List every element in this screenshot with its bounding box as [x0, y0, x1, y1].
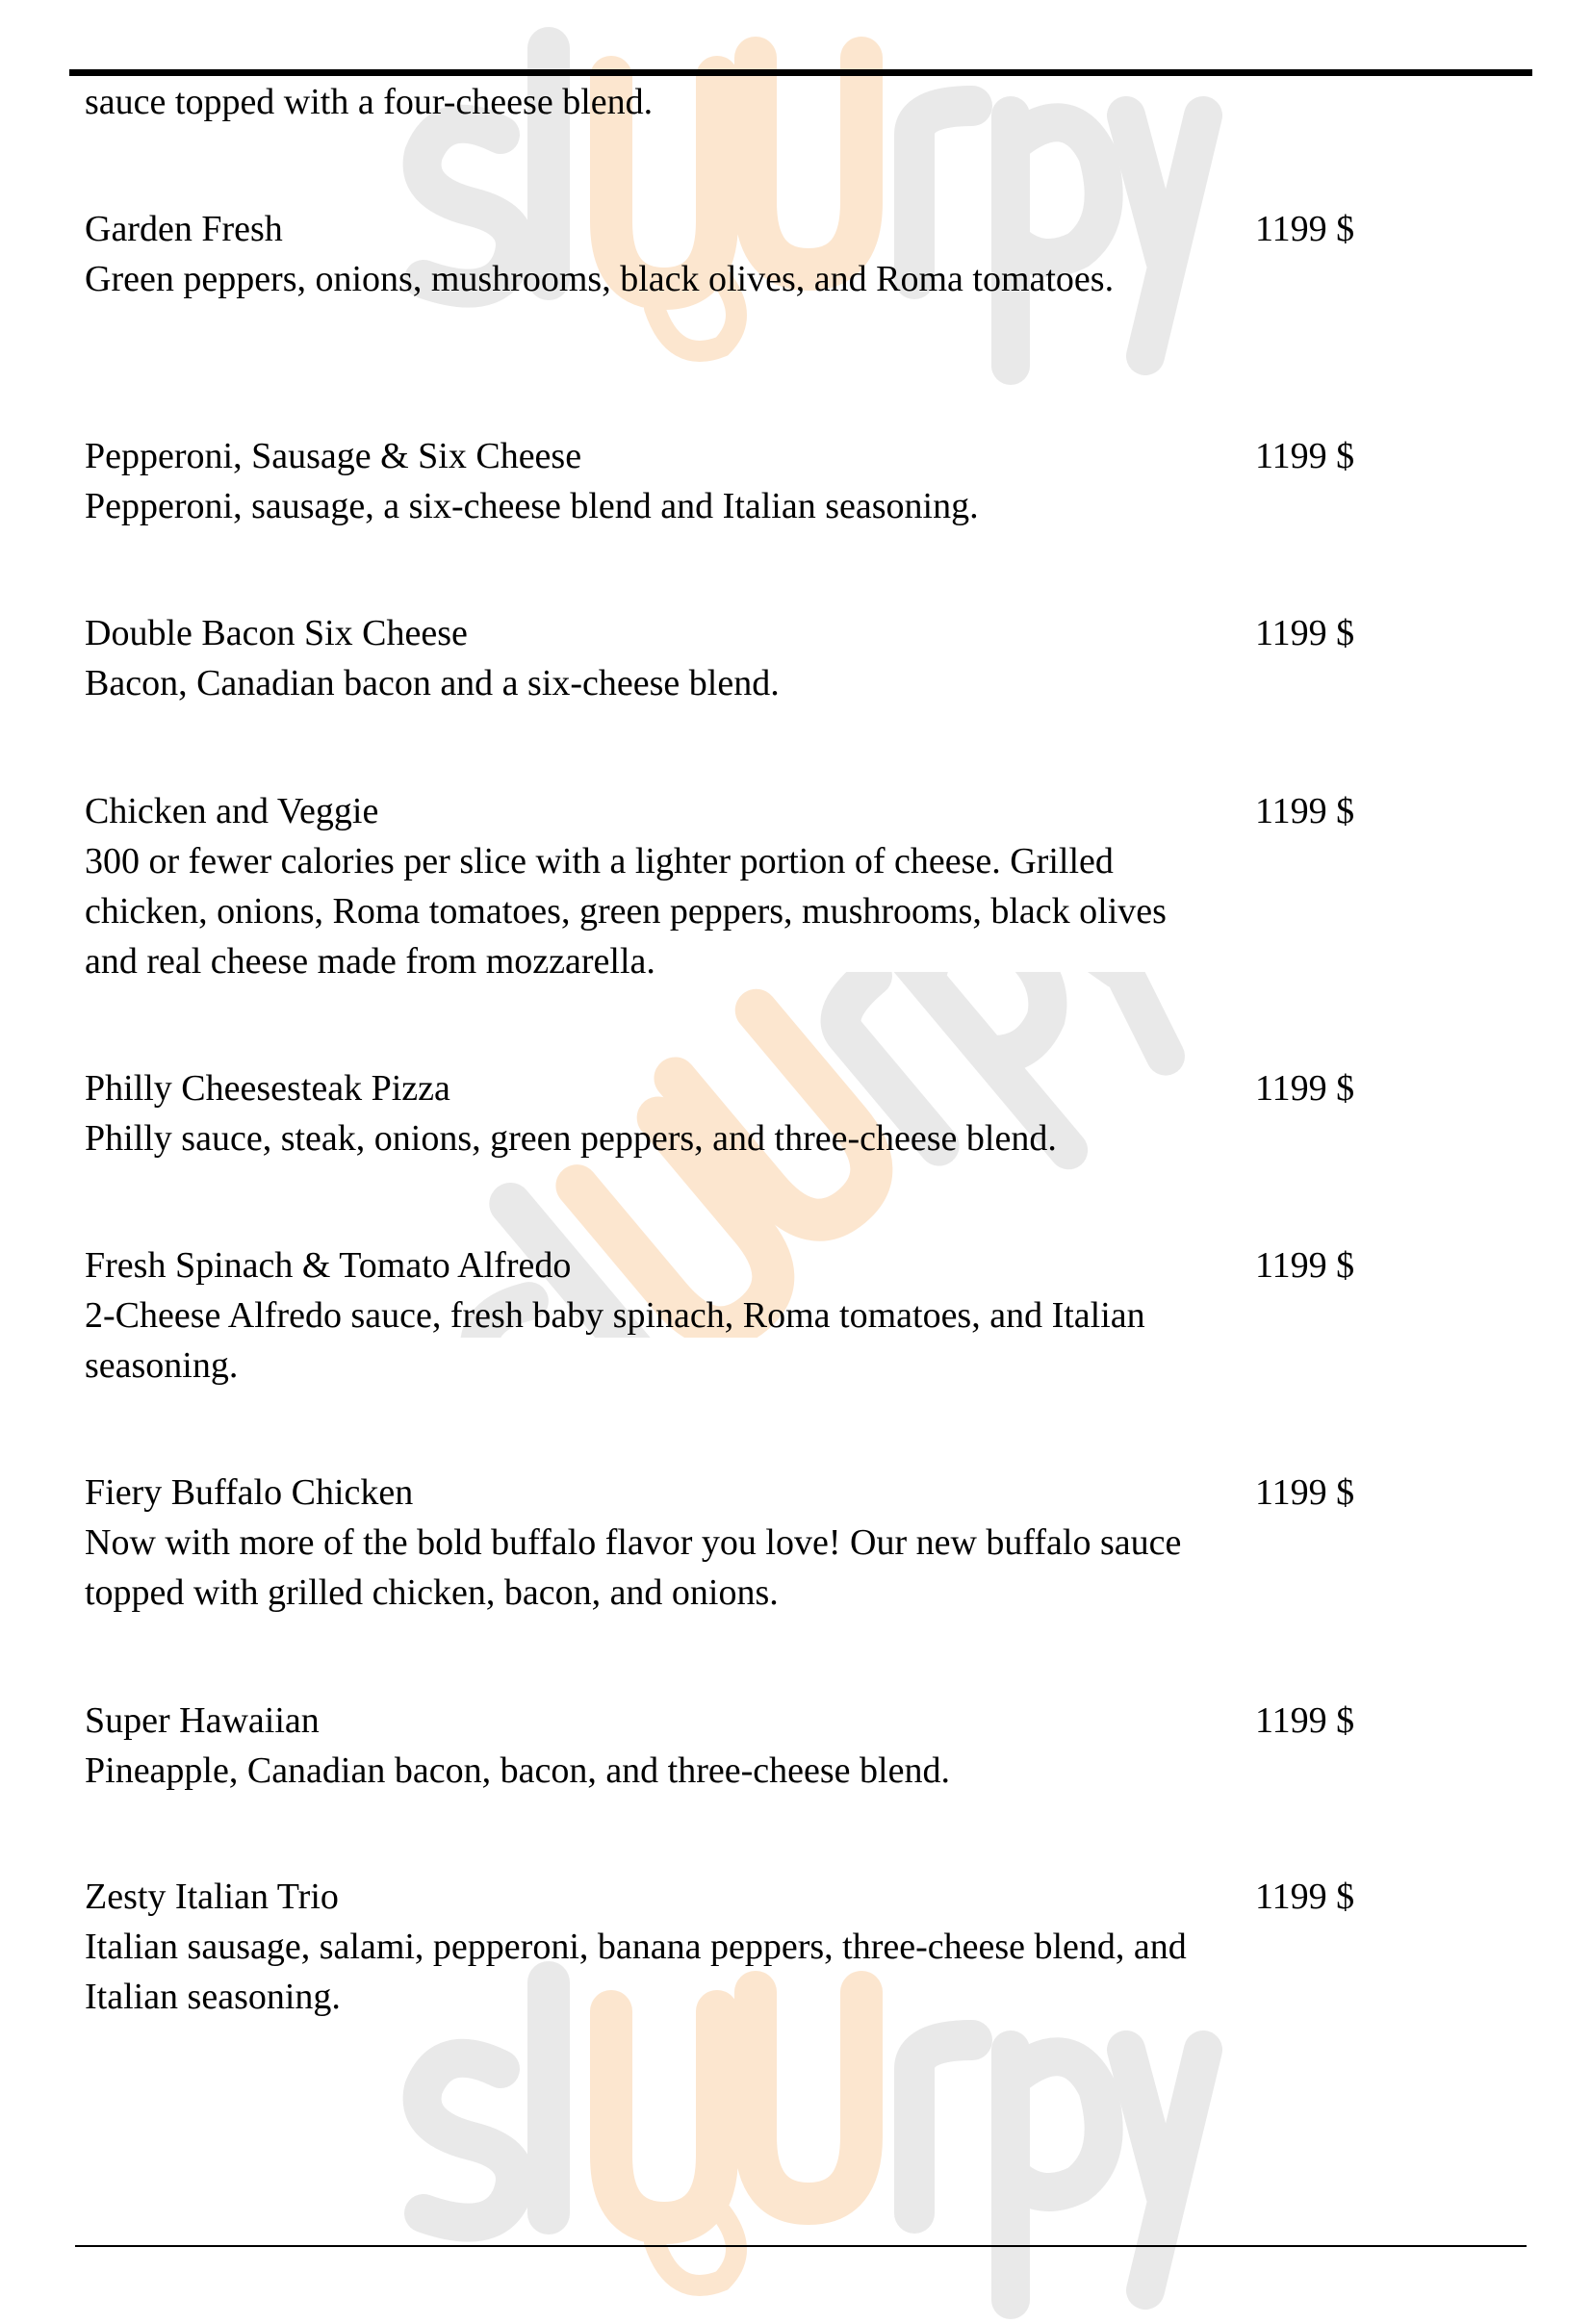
- item-price: 1199 $: [1255, 209, 1355, 249]
- item-name: Philly Cheesesteak Pizza: [85, 1068, 450, 1109]
- item-price: 1199 $: [1255, 791, 1355, 831]
- item-name: Fiery Buffalo Chicken: [85, 1472, 414, 1513]
- item-description: sauce topped with a four-cheese blend.: [85, 82, 654, 122]
- item-description: 300 or fewer calories per slice with a lighter portion of cheese. Grilled chicken, onions, Roma tomatoes, green peppers, mushrooms, black olives and real cheese made from mozzarella.: [85, 841, 1167, 982]
- menu-item: [85, 1063, 1509, 1163]
- menu-item: [85, 204, 1509, 304]
- item-name: Pepperoni, Sausage & Six Cheese: [85, 436, 582, 476]
- item-description: Bacon, Canadian bacon and a six-cheese blend.: [85, 663, 780, 703]
- bottom-divider: [75, 2245, 1527, 2247]
- item-name: Fresh Spinach & Tomato Alfredo: [85, 1245, 572, 1286]
- item-name: Zesty Italian Trio: [85, 1877, 339, 1917]
- item-header: [85, 608, 1509, 658]
- item-header: [85, 1696, 1509, 1746]
- menu-item: [85, 786, 1509, 986]
- item-name: Double Bacon Six Cheese: [85, 613, 468, 653]
- item-price: 1199 $: [1255, 1877, 1355, 1917]
- item-name: Garden Fresh: [85, 209, 283, 249]
- item-description: Now with more of the bold buffalo flavor you love! Our new buffalo sauce topped with grilled chicken, bacon, and onions.: [85, 1522, 1182, 1613]
- item-price: 1199 $: [1255, 1700, 1355, 1741]
- item-name: Chicken and Veggie: [85, 791, 379, 831]
- item-price: 1199 $: [1255, 1245, 1355, 1286]
- item-price: 1199 $: [1255, 436, 1355, 476]
- item-price: 1199 $: [1255, 1472, 1355, 1513]
- item-description: 2-Cheese Alfredo sauce, fresh baby spinach, Roma tomatoes, and Italian seasoning.: [85, 1295, 1145, 1386]
- item-header: [85, 204, 1509, 254]
- item-header: [85, 1240, 1509, 1290]
- menu-item: [85, 431, 1509, 531]
- item-header: [85, 1872, 1509, 1922]
- item-header: [85, 431, 1509, 481]
- item-price: 1199 $: [1255, 613, 1355, 653]
- menu-item-continuation: [85, 77, 1509, 127]
- item-description: Green peppers, onions, mushrooms, black olives, and Roma tomatoes.: [85, 259, 1115, 299]
- item-description: Pineapple, Canadian bacon, bacon, and three-cheese blend.: [85, 1750, 950, 1791]
- item-price: 1199 $: [1255, 1068, 1355, 1109]
- menu-item: [85, 1872, 1509, 2022]
- item-description: Italian sausage, salami, pepperoni, banana peppers, three-cheese blend, and Italian seasoning.: [85, 1927, 1187, 2017]
- menu-item: [85, 1696, 1509, 1796]
- menu-item: [85, 1468, 1509, 1618]
- item-description: Philly sauce, steak, onions, green peppers, and three-cheese blend.: [85, 1118, 1057, 1159]
- top-divider: [69, 69, 1532, 76]
- menu-item: [85, 608, 1509, 708]
- item-header: [85, 1063, 1509, 1113]
- item-header: [85, 1468, 1509, 1518]
- item-header: [85, 786, 1509, 836]
- item-name: Super Hawaiian: [85, 1700, 320, 1741]
- menu-item: [85, 1240, 1509, 1391]
- item-description: Pepperoni, sausage, a six-cheese blend and Italian seasoning.: [85, 486, 979, 526]
